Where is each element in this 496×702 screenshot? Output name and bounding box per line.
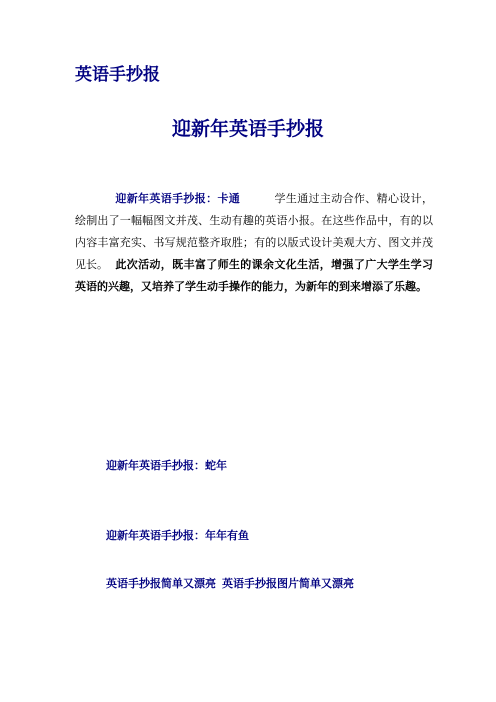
fish-year-link[interactable]: 迎新年英语手抄报：年年有鱼 [106, 529, 249, 542]
pictures-simple-link[interactable]: 英语手抄报图片简单又漂亮 [222, 577, 354, 590]
cartoon-link[interactable]: 迎新年英语手抄报：卡通 [115, 192, 241, 205]
document-header: 英语手抄报 [75, 65, 160, 85]
related-links-row [106, 576, 354, 592]
activity-paragraph-body: 此次活动，既丰富了师生的课余文化生活，增强了广大学生学习英语的兴趣，又培养了学生动手操作的能力，为新年的到来增添了乐趣。 [75, 258, 433, 293]
activity-paragraph [75, 254, 433, 298]
page-title: 迎新年英语手抄报 [171, 118, 324, 140]
intro-paragraph-body: 学生通过主动合作、精心设计，绘制出了一幅幅图文并茂、生动有趣的英语小报。在这些作品中，有的以内容丰富充实、书写规范整齐取胜；有的以版式设计美观大方、图文并茂见长。 [75, 192, 434, 271]
snake-year-link[interactable]: 迎新年英语手抄报：蛇年 [106, 459, 227, 472]
simple-pretty-link[interactable]: 英语手抄报简单又漂亮 [106, 577, 216, 590]
